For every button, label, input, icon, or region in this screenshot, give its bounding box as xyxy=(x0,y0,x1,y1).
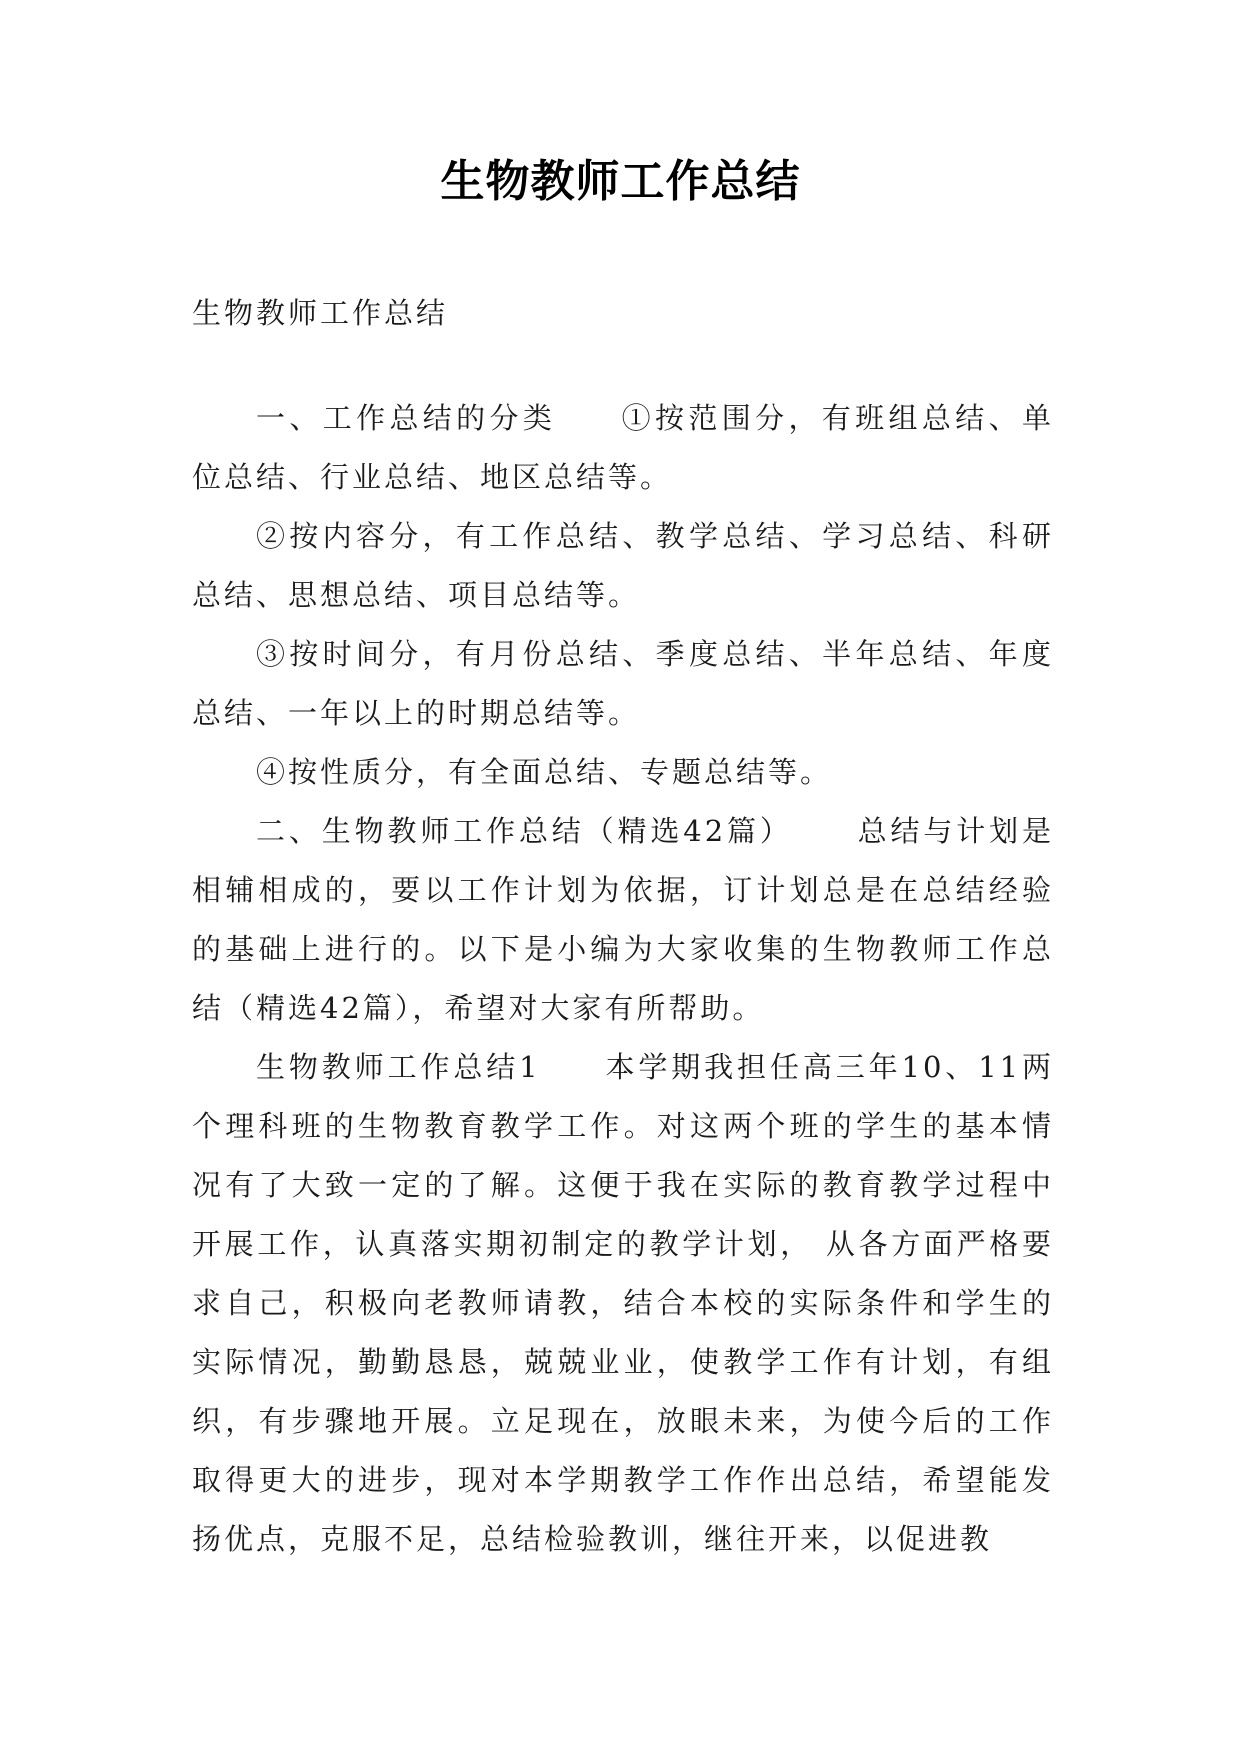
paragraph-text: 总结与计划是相辅相成的，要以工作计划为依据，订计划总是在总结经验的基础上进行的。以下是小编为大家收集的生物教师工作总结（精选42篇），希望对大家有所帮助。 xyxy=(192,814,1054,1025)
paragraph-text: ③按时间分，有月份总结、季度总结、半年总结、年度总结、一年以上的时期总结等。 xyxy=(192,637,1054,730)
paragraph-by-content xyxy=(192,507,1054,625)
paragraph-text: ②按内容分，有工作总结、教学总结、学习总结、科研总结、思想总结、项目总结等。 xyxy=(192,519,1054,612)
paragraph-intro xyxy=(192,802,1054,1038)
paragraph-by-time xyxy=(192,625,1054,743)
paragraph-lead: 生物教师工作总结1 xyxy=(256,1050,541,1084)
document-body xyxy=(192,284,1054,1569)
paragraph-text: 本学期我担任高三年10、11两个理科班的生物教育教学工作。对这两个班的学生的基本情况有了大致一定的了解。这便于我在实际的教育教学过程中开展工作，认真落实期初制定的教学计划， 从各方面严格要求自己，积极向老教师请教，结合本校的实际条件和学生的实际情况，勤勤恳恳，兢兢业业，使教学工作有计划，有组织，有步骤地开展。立足现在，放眼未来，为使今后的工作取得更大的进步，现对本学期教学工作作出总结，希望能发扬优点，克服不足，总结检验教训，继往开来，以促进教 xyxy=(192,1050,1054,1556)
paragraph-by-nature xyxy=(192,743,1054,802)
page-title: 生物教师工作总结 xyxy=(440,156,801,207)
paragraph-classification xyxy=(192,389,1054,507)
paragraph-summary-1 xyxy=(192,1038,1054,1569)
paragraph-lead: 一、工作总结的分类 xyxy=(256,401,557,435)
paragraph-lead: 二、生物教师工作总结（精选42篇） xyxy=(256,814,793,848)
document-subtitle: 生物教师工作总结 xyxy=(192,296,449,330)
paragraph-text: ④按性质分，有全面总结、专题总结等。 xyxy=(256,755,833,789)
paragraph-text: ①按范围分，有班组总结、单位总结、行业总结、地区总结等。 xyxy=(192,401,1054,494)
